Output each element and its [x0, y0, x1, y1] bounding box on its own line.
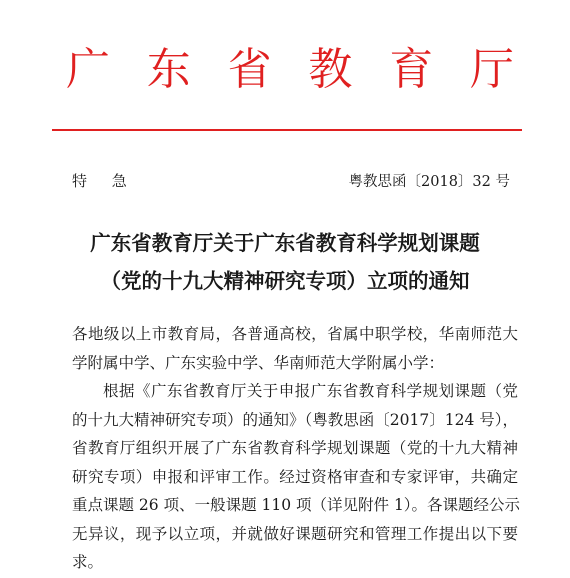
letterhead-char: 教: [308, 44, 353, 95]
title-line-2: （党的十九大精神研究专项）立项的通知: [100, 269, 470, 293]
paragraph-line: 重点课题 26 项、一般课题 110 项（详见附件 1）。各课题经公示: [72, 496, 521, 514]
letterhead-char: 广: [66, 44, 110, 95]
document-number: 粤教思函〔2018〕32 号: [348, 174, 510, 190]
addressee-line: 学附属中学、广东实验中学、华南师范大学附属小学：: [72, 353, 445, 372]
paragraph-line: 无异议，现予以立项，并就做好课题研究和管理工作提出以下要: [72, 524, 518, 543]
letterhead-char: 东: [146, 44, 191, 95]
document-title: [40, 224, 530, 300]
paragraph-line: 的十九大精神研究专项）的通知》（粤教思函〔2017〕124 号），: [72, 410, 518, 429]
paragraph-line: 研究专项）申报和评审工作。经过资格审查和专家评审，共确定: [72, 467, 518, 486]
title-line-1: 广东省教育厅关于广东省教育科学规划课题: [90, 231, 480, 255]
letterhead-char: 厅: [469, 44, 514, 95]
addressee-line: 各地级以上市教育局，各普通高校，省属中职学校，华南师范大: [72, 325, 518, 343]
paragraph-line: 根据《广东省教育厅关于申报广东省教育科学规划课题（党: [103, 382, 518, 400]
addressee: [72, 320, 518, 377]
letterhead: [0, 42, 570, 122]
urgency-label: 特 急: [72, 172, 137, 190]
document-meta: [72, 170, 510, 193]
red-divider-rule: [52, 129, 522, 131]
document-body: [72, 320, 521, 577]
body-paragraph: [72, 377, 521, 577]
paragraph-line: 省教育厅组织开展了广东省教育科学规划课题（党的十九大精神: [72, 439, 518, 457]
letterhead-char: 育: [389, 44, 434, 95]
paragraph-line: 求。: [72, 553, 104, 571]
letterhead-char: 省: [227, 44, 272, 95]
letterhead-title: [60, 42, 520, 98]
